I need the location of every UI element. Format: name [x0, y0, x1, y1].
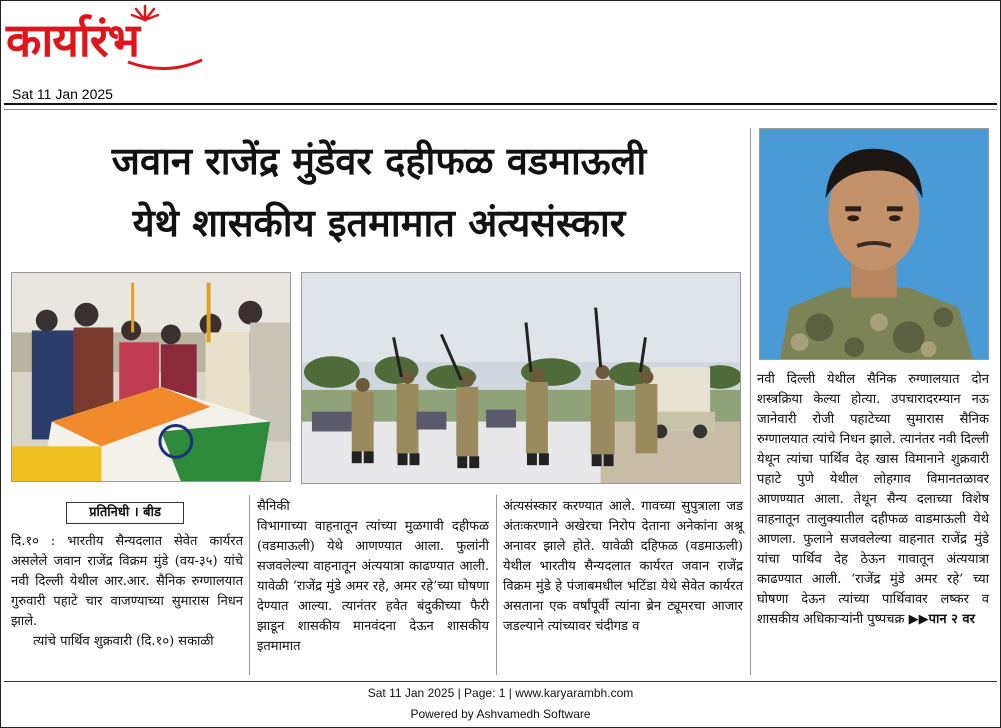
- divider: [4, 103, 997, 105]
- paragraph: [757, 370, 989, 630]
- paragraph: दि.१० : भारतीय सैन्यदलात सेवेत कार्यरत असलेले जवान राजेंद्र विक्रम मुंडे (वय-३५) यांचे नवी दिल्ली येथील आर.आर. सैनिक रुग्णालयात गुरुवारी पहाटे चार वाजण्याच्या सुमारास निधन झाले.: [11, 534, 243, 629]
- byline: प्रतिनिधी । बीड: [66, 502, 184, 524]
- swoosh-icon: [126, 58, 204, 72]
- article-column-1: [11, 532, 243, 652]
- paragraph: अंत्यसंस्कार करण्यात आले. गावच्या सुपुत्राला जड अंतःकरणाने अखेरचा निरोप देताना अनेकांना अश्रू अनावर झाले होते. यावेळी दहिफळ (वडमाऊली) येथील भारतीय सैन्यदलात कार्यरत जवान राजेंद्र विक्रम मुंडे हे पंजाबमधील भटिंडा येथे सेवेत कार्यरत असताना एक वर्षांपूर्वी त्यांना ब्रेन ट्यूमरचा आजार जडल्याने त्यांच्यावर चंदीगड व: [503, 499, 743, 634]
- masthead-title: कार्यारंभ: [6, 13, 139, 67]
- paragraph: सैनिकी: [257, 499, 290, 514]
- column-divider: [249, 495, 250, 675]
- paragraph: त्यांचे पार्थिव शुक्रवारी (दि.१०) सकाळी: [33, 634, 214, 649]
- article-column-2: [257, 497, 489, 657]
- headline-line-1: जवान राजेंद्र मुंडेंवर दहीफळ वडमाऊली: [111, 139, 647, 183]
- article-column-3: [503, 497, 743, 637]
- gun-salute-photo: [301, 272, 741, 484]
- funeral-mourners-photo: [11, 272, 291, 482]
- issue-date: Sat 11 Jan 2025: [12, 86, 113, 102]
- footer-powered-by[interactable]: Powered by Ashvamedh Software: [410, 707, 591, 721]
- paragraph-text: नवी दिल्ली येथील सैनिक रुग्णालयात दोन शस्त्रक्रिया केल्या होत्या. उपचारादरम्यान नऊ जानेवारी रोजी पहाटेच्या सुमारास सैनिक रुग्णालयात त्यांचे निधन झाले. त्यानंतर नवी दिल्ली येथून त्यांचा पार्थिव देह खास विमानाने शुक्रवारी पहाटे पुणे येथील लोहगाव विमानतळावर आणण्यात आला. तेथून सैन्य दलाच्या विशेष वाहनातून तालुक्यातील दहीफळ वाडमाऊली येथे आणला. फुलाने सजवलेल्या वाहनात राजेंद्र मुंडे यांचा पार्थिव देह ठेऊन गावातून अंत्ययात्रा काढण्यात आली. ‘राजेंद्र मुंडे अमर रहे’ च्या घोषणा देऊन त्यांच्या पार्थिवावर लष्कर व शासकीय अधिकाऱ्यांनी पुष्पचक्र: [757, 372, 989, 627]
- footer-page-info[interactable]: Sat 11 Jan 2025 | Page: 1 | www.karyarambh.com: [367, 686, 634, 700]
- column-divider: [496, 495, 497, 675]
- column-divider: [750, 128, 751, 675]
- soldier-portrait-photo: [759, 128, 989, 360]
- headline-line-2: येथे शासकीय इतमामात अंत्यसंस्कार: [132, 201, 626, 245]
- headline: [14, 130, 744, 254]
- paragraph: विभागाच्या वाहनातून त्यांच्या मुळगावी दहीफळ (वडमाऊली) येथे आणण्यात आला. फुलांनी सजवलेल्या वाहनातून अंत्ययात्रा काढण्यात आली. यावेळी ‘राजेंद्र मुंडे अमर रहे, अमर रहे’च्या घोषणा देण्यात आल्या. त्यानंतर हवेत बंदुकीच्या फैरी झाडून शासकीय मानवंदना देऊन शासकीय इतमामात: [257, 519, 489, 654]
- divider: [4, 109, 997, 110]
- divider: [4, 681, 997, 682]
- continued-on-page-link[interactable]: ▶▶पान २ वर: [908, 612, 975, 627]
- article-column-4: [757, 370, 989, 630]
- masthead-logo[interactable]: [6, 4, 206, 84]
